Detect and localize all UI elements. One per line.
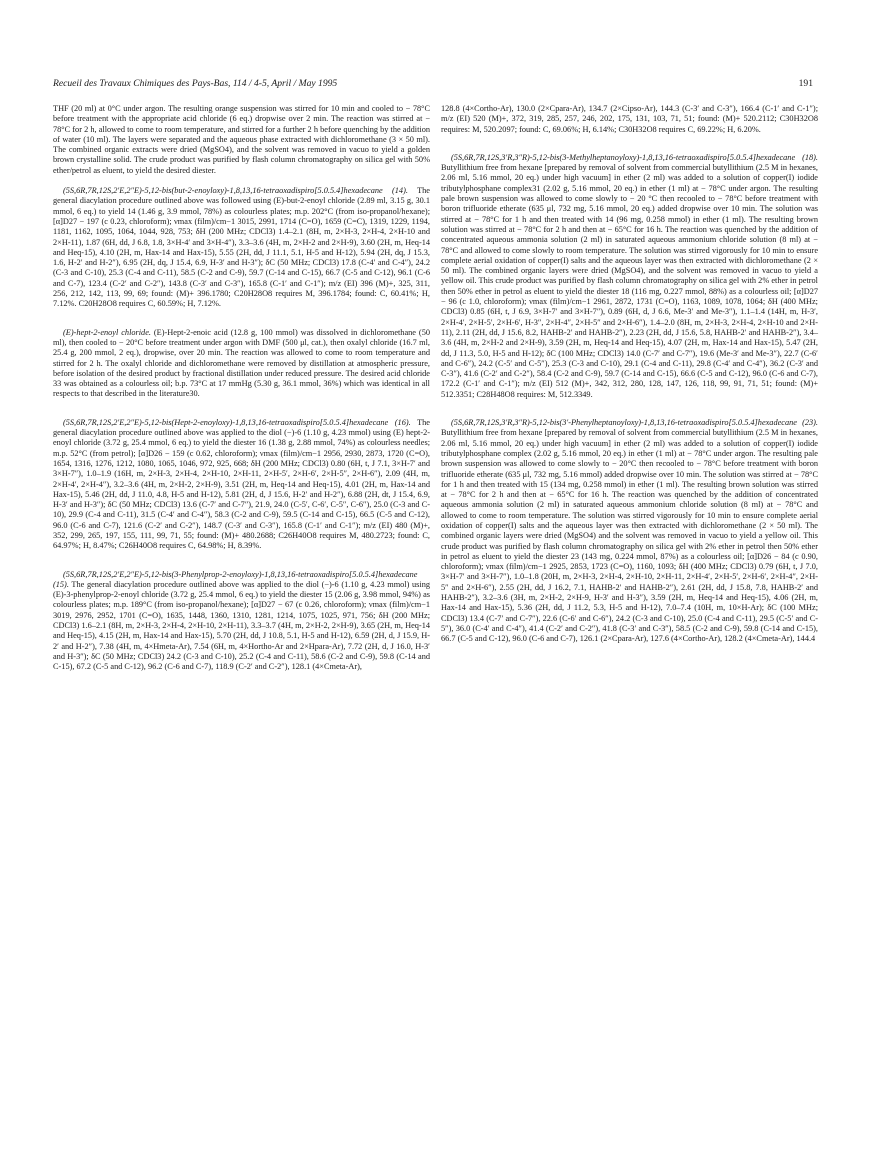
paragraph-body: 128.8 (4×Cortho-Ar), 130.0 (2×Cpara-Ar), 134.7 (2×Cipso-Ar), 144.3 (C-3′ and C-3″), 166.4 (C-1′ and C-1″); m/z (EI) 520 (M)+, 372, 319, 285, 257, 246, 202, 175, 131, 103, 71, 51; found: (M)+ 520.2112; C30H32O8 requires: M, 520.2097; found: C, 69.06%; H, 6.14%; C30H32O8 requires C, 69.22%; H, 6.20%. xyxy=(441,104,818,134)
page-number: 191 xyxy=(798,78,813,89)
compound-paragraph xyxy=(441,153,818,400)
paragraph-body: (E)-Hept-2-enoic acid (12.8 g, 100 mmol) was dissolved in dichloromethane (50 ml), then cooled to − 20°C before treatment under argon with DMF (500 μl, cat.), then oxalyl chloride (16.7 ml, 25.4 g, 200 mmol, 2 eq.), dropwise, over 20 min. The reaction was allowed to come to room temperature and stirred for 2 h. The oxalyl chloride and dichloromethane were removed by distillation at atmospheric pressure, before isolation of the desired product by fractional distillation under reduced pressure. The desired acid chloride 33 was obtained as a colourless oil; b.p. 73°C at 17 mmHg (5.30 g, 36.1 mmol, 36%) which was identical in all respects to that described in the literature30. xyxy=(53,327,430,399)
paragraph-body: Butyllithium free from hexane [prepared by removal of solvent from commercial butyllithium (2.5 M in hexanes, 2.06 ml, 5.16 mmol, 20 eq.) under high vacuum] in ether (2 ml) was added to a solution of copper(I) iodide tributylphosphane complex (2.02 g, 5.16 mmol, 20 eq.) in ether (1 ml) at − 78°C under argon. The resulting pale brown suspension was allowed to come slowly to − 20°C then recooled to − 78°C before treatment with boron trifluoride etherate (635 μl, 732 mg, 5.16 mmol) added dropwise over 10 min. The solution was stirred at − 78°C for 1 h and then treated with 15 (134 mg, 0.258 mmol) in ether (1 ml). The resulting brown solution was stirred at − 78°C for 2 h and then at − 65°C for 16 h. The reaction was quenched by the addition of concentrated aqueous ammonia solution (2 ml) in saturated aqueous ammonium chloride solution (8 ml) at − 78°C and allowed to come to room temperature. The solution was stirred vigorously for 10 min to ensure complete aerial oxidation of copper(I) salts and the aqueous layer was then extracted with dichloromethane (2 × 50 ml). The combined organic layers were dried (MgSO4) and the solvent was removed in vacuo to yield a yellow oil. This crude product was purified by flash column chromatography on silica gel with 2% ether in petrol then 50% ether in petrol as eluent to yield the diester 23 (143 mg, 0.224 mmol, 87%) as a colourless oil; [α]D26 − 84 (c 0.90, chloroform); νmax (film)/cm−1 2925, 2853, 1723 (C=O), 1160, 1093; δH (400 MHz; CDCl3) 0.79 (6H, t, J 7.0, 3×H-7′ and 3×H-7″), 1.0–1.8 (20H, m, 2×H-3, 2×H-4, 2×H-10, 2×H-11, 2×H-4′, 2×H-5′, 2×H-6′, 2×H-4″, 2×H-5″ and 2×H-6″), 2.55 (2H, dd, J 16.2, 7.1, HAHB-2′ and HAHB-2″), 2.61 (2H, dd, J 15.8, 7.8, HAHB-2′ and HAHB-2″), 3.2–3.6 (3H, m, 2×H-2, 2×H-9, H-3′ and H-3″), 3.59 (2H, m, Heq-14 and Heq-15), 4.06 (2H, m, Hax-14 and Hax-15), 5.36 (2H, dd, J 11.2, 5.3, H-5 and H-12), 7.0–7.4 (10H, m, 10×H-Ar); δC (100 MHz; CDCl3) 13.4 (C-7′ and C-7″), 22.6 (C-6′ and C-6″), 24.2 (C-3 and C-10), 25.0 (C-4 and C-11), 29.5 (C-5′ and C-5″), 36.0 (C-4′ and C-4″), 41.4 (C-2′ and C-2″), 41.8 (C-3′ and C-3″), 58.5 (C-2 and C-9), 59.8 (C-14 and C-15), 66.7 (C-5 and C-12), 96.0 (C-6 and C-7), 126.1 (2×Cpara-Ar), 127.6 (4×Cortho-Ar), 128.2 (4×Cmeta-Ar), 144.4 xyxy=(441,428,818,644)
compound-paragraph xyxy=(53,570,430,673)
compound-title: (5S,6R,7R,12S,3′R,3″R)-5,12-bis(3-Methylheptanoyloxy)-1,8,13,16-tetraoxadispiro[5.0.5.4]hexadecane (18). xyxy=(451,152,818,162)
right-column xyxy=(441,104,818,655)
experimental-paragraph xyxy=(53,104,430,176)
compound-title: (5S,6R,7R,12S,3′R,3″R)-5,12-bis(3′-Phenylheptanoyloxy)-1,8,13,16-tetraoxadispiro[5.0.5.4]hexadecane (23). xyxy=(451,418,818,428)
paragraph-body: The general diacylation procedure outlined above was applied to the diol (−)-6 (1.10 g, 4.23 mmol) using (E)-3-phenylprop-2-enoyl chloride (3.72 g, 25.4 mmol, 6 eq.) to yield the diester 15 (2.06 g, 3.98 mmol, 94%) as colourless plates; m.p. 189°C (from iso-propanol/hexane); [α]D27 − 67 (c 0.26, chloroform); νmax (film)/cm−1 3019, 2976, 2952, 1701 (C=O), 1635, 1448, 1360, 1310, 1281, 1214, 1075, 1025, 971, 756; δH (200 MHz; CDCl3) 1.6–2.1 (8H, m, 2×H-3, 2×H-4, 2×H-10, 2×H-11), 3.3–3.7 (4H, m, 2×H-2, 2×H-9), 3.65 (2H, m, Heq-14 and Heq-15), 4.15 (2H, m, Hax-14 and Hax-15), 5.70 (2H, dd, J 10.8, 5.1, H-5 and H-12), 6.59 (2H, d, J 15.9, H-2′ and H-2″), 7.38 (4H, m, 4×Hmeta-Ar), 7.54 (6H, m, 4×Hortho-Ar and 2×Hpara-Ar), 7.72 (2H, d, J 16.0, H-3′ and H-3″); δC (50 MHz; CDCl3) 24.2 (C-3 and C-10), 25.2 (C-4 and C-11), 58.6 (C-2 and C-9), 59.8 (C-14 and C-15), 67.2 (C-5 and C-12), 96.2 (C-6 and C-7), 118.9 (C-2′ and C-2″), 128.1 (4×Cmeta-Ar), xyxy=(53,579,430,672)
journal-citation: Recueil des Travaux Chimiques des Pays-Bas, 114 / 4-5, April / May 1995 xyxy=(53,78,338,89)
compound-paragraph xyxy=(53,186,430,310)
paragraph-body: The general diacylation procedure outlined above was followed using (E)-but-2-enoyl chloride (2.89 ml, 3.15 g, 30.1 mmol, 6 eq.) to yield 14 (1.46 g, 3.9 mmol, 78%) as colourless plates; m.p. 202°C (from iso-propanol/hexane); [α]D27 − 197 (c 0.23, chloroform); νmax (film)/cm−1 3015, 2991, 1714 (C=O), 1659 (C=C), 1319, 1229, 1194, 1181, 1162, 1095, 1064, 1044, 928, 753; δH (200 MHz; CDCl3) 1.4–2.1 (8H, m, 2×H-3, 2×H-4, 2×H-10 and 2×H-11), 1.87 (6H, dd, J 6.8, 1.8, 3×H-4′ and 3×H-4″), 3.3–3.6 (4H, m, 2×H-2 and 2×H-9), 3.60 (2H, m, Heq-14 and Heq-15), 4.10 (2H, m, Hax-14 and Hax-15), 5.55 (2H, dd, J 11.1, 5.1, H-5 and H-12), 5.94 (2H, dq, J 15.3, 1.6, H-2′ and H-2″), 6.95 (2H, dq, J 15.4, 6.9, H-3′ and H-3″); δC (50 MHz; CDCl3) 17.8 (C-4′ and C-4″), 24.2 (C-3 and C-10), 25.3 (C-4 and C-11), 58.5 (C-2 and C-9), 59.7 (C-14 and C-15), 66.7 (C-5 and C-12), 96.1 (C-6 and C-7), 123.4 (C-2′ and C-2″), 143.8 (C-3′ and C-3″), 165.8 (C-1′ and C-1″); m/z (EI) 396 (M)+, 325, 311, 256, 212, 142, 113, 99, 69; found: (M)+ 396.1780; C20H28O8 requires M, 396.1784; found: C, 60.41%; H, 7.12%. C20H28O8 requires C, 60.59%; H, 7.12%. xyxy=(53,186,430,309)
compound-title: (5S,6R,7R,12S,2′E,2″E)-5,12-bis(but-2-enoyloxy)-1,8,13,16-tetraoxadispiro[5.0.5.4]hexadecane (14). xyxy=(63,186,408,196)
experimental-paragraph xyxy=(441,104,818,135)
compound-paragraph xyxy=(441,418,818,645)
compound-title: (5S,6R,7R,12S,2′E,2″E)-5,12-bis(3-Phenylprop-2-enoyloxy)-1,8,13,16-tetraoxadispiro[5.0.5.4]hexadecane (15). xyxy=(53,569,418,589)
compound-paragraph xyxy=(53,418,430,552)
paragraph-body: The general diacylation procedure outlined above was applied to the diol (−)-6 (1.10 g, 4.23 mmol) using (E) hept-2-enoyl chloride (3.72 g, 25.4 mmol, 6 eq.) to yield the diester 16 (1.38 g, 2.88 mmol, 74%) as colourless needles; m.p. 52°C (from petrol); [α]D26 − 159 (c 0.62, chloroform); νmax (film)/cm−1 2956, 2930, 2873, 1720 (C=O), 1654, 1316, 1276, 1212, 1080, 1065, 1046, 972, 925, 668; δH (200 MHz; CDCl3) 0.80 (6H, t, J 7.1, 3×H-7′ and 3×H-7″), 1.0–1.9 (16H, m, 2×H-3, 2×H-4, 2×H-10, 2×H-11, 2×H-5′, 2×H-6′, 2×H-5″, 2×H-6″), 2.09 (4H, m, 2×H-4′, 2×H-4″), 3.2–3.6 (4H, m, 2×H-2, 2×H-9), 3.51 (2H, m, Heq-14 and Heq-15), 4.01 (2H, m, Hax-14 and Hax-15), 5.46 (2H, dd, J 11.0, 4.8, H-5 and H-12), 5.81 (2H, d, J 15.6, H-2′ and H-2″), 6.88 (2H, dt, J 15.4, 6.9, H-3′ and H-3″); δC (50 MHz; CDCl3) 13.6 (C-7′ and C-7″), 21.9, 24.0 (C-5′, C-6′, C-5″, C-6″), 25.0 (C-3 and C-10), 29.9 (C-4 and C-11), 31.5 (C-4′ and C-4″), 58.3 (C-2 and C-9), 59.5 (C-14 and C-15), 66.5 (C-5 and C-12), 96.0 (C-6 and C-7), 121.6 (C-2′ and C-2″), 148.7 (C-3′ and C-3″), 165.8 (C-1′ and C-1″); m/z (EI) 480 (M)+, 352, 299, 265, 197, 155, 111, 99, 71, 55; found: (M)+ 480.2688; C26H40O8 requires M, 480.2723; found: C, 64.97%; H, 8.47%; C26H40O8 requires C, 64.98%; H, 8.39%. xyxy=(53,417,430,551)
compound-title: (5S,6R,7R,12S,2′E,2″E)-5,12-bis(Hept-2-enoyloxy)-1,8,13,16-tetraoxadispiro[5.0.5.4]hexadecane (16). xyxy=(63,417,411,427)
left-column xyxy=(53,104,430,683)
paragraph-body: THF (20 ml) at 0°C under argon. The resulting orange suspension was stirred for 10 min and cooled to − 78°C before treatment with the appropriate acid chloride (6 eq.) dropwise over 2 min. The reaction was stirred at − 78°C for 2 h, allowed to come to room temperature, and stirred for a further 2 h before quenching by the addition of water (10 ml). The layers were separated and the aqueous phase extracted with dichloromethane (3 × 50 ml). The combined organic extracts were dried (MgSO4), and the solvent was removed in vacuo to yield a golden brown crystalline solid. The crude product was purified by flash column chromatography on silica gel with 50% ether/petrol as eluent, to yield the desired diester. xyxy=(53,104,430,175)
paragraph-body: Butyllithium free from hexane [prepared by removal of solvent from commercial butyllithium (2.5 M in hexanes, 2.06 ml, 5.16 mmol, 20 eq.) under high vacuum] in ether (2 ml) was added to a solution of copper(I) iodide tributylphosphane complex31 (2.02 g, 5.16 mmol, 20 eq.) in ether (1 ml) at − 78°C under argon. The resulting pale brown suspension was allowed to come slowly to − 20 °C then recooled to − 78°C before treatment with boron trifluoride etherate (635 μl, 732 mg, 5.16 mmol, 20 eq.) added dropwise over 10 min. The solution was stirred at − 78°C for 1 h and then treated with 14 (96 mg, 0.258 mmol) in ether (1 ml). The resulting brown solution was stirred at − 78°C for 2 h and then at − 65°C for 16 h. The reaction was quenched by the addition of concentrated aqueous ammonia solution (2 ml) in saturated aqueous ammonium chloride solution (8 ml) at − 78°C and allowed to come slowly to room temperature. The solution was stirred vigorously for 10 min to ensure complete aerial oxidation of copper(I) salts and the aqueous layer was then extracted with dichloromethane (2 × 50 ml). The combined organic layers were dried (MgSO4), and the solvent was removed in vacuo to yield a yellow oil. This crude product was purified by flash column chromatography on silica gel with 2% ether in petrol then 50% ether in petrol as eluent to yield the diester 18 (116 mg, 0.227 mmol, 88%) as a colourless oil; [α]D27 − 96 (c 1.0, chloroform); νmax (film)/cm−1 2961, 2872, 1731 (C=O), 1163, 1089, 1078, 1064; δH (400 MHz; CDCl3) 0.85 (6H, t, J 6.9, 3×H-7′ and 3×H-7″), 0.89 (6H, d, J 6.6, Me-3′ and Me-3″), 1.1–1.4 (14H, m, H-3′, 2×H-4′, 2×H-5′, 2×H-6′, H-3″, 2×H-4″, 2×H-5″ and 2×H-6″), 1.4–2.0 (8H, m, 2×H-3, 2×H-4, 2×H-10 and 2×H-11), 2.11 (2H, dd, J 15.6, 8.2, HAHB-2′ and HAHB-2″), 2.23 (2H, dd, J 15.6, 5.8, HAHB-2′ and HAHB-2″), 3.4–3.6 (4H, m, 2×H-2 and 2×H-9), 3.59 (2H, m, Heq-14 and Heq-15), 4.07 (2H, m, Hax-14 and Hax-15), 5.47 (2H, dd, J 11.3, 5.0, H-5 and H-12); δC (100 MHz; CDCl3) 14.0 (C-7′ and C-7″), 19.6 (Me-3′ and Me-3″), 22.7 (C-6′ and C-6″), 24.2 (C-5′ and C-5″), 25.3 (C-3 and C-10), 29.1 (C-4 and C-11), 29.8 (C-4′ and C-4″), 36.2 (C-3′ and C-3″), 41.6 (C-2′ and C-2″), 58.4 (C-2 and C-9), 59.7 (C-14 and C-15), 66.6 (C-5 and C-12), 96.0 (C-6 and C-7), 172.2 (C-1′ and C-1″); m/z (EI) 512 (M)+, 342, 312, 280, 128, 147, 126, 118, 99, 91, 71, 51; found: (M)+ 512.3351; C28H48O8 requires: M, 512.3349. xyxy=(441,163,818,399)
running-header xyxy=(53,78,813,94)
compound-title: (E)-hept-2-enoyl chloride. xyxy=(63,327,151,337)
compound-paragraph xyxy=(53,328,430,400)
